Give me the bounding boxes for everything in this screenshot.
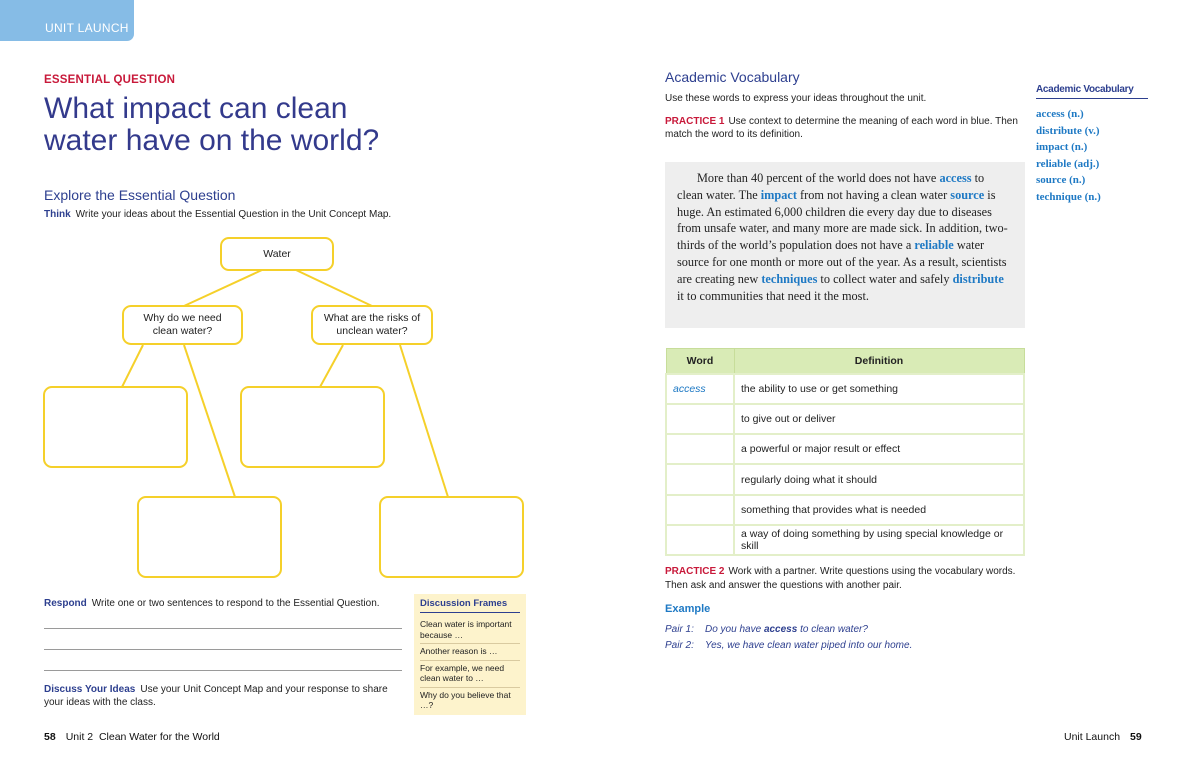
footer-left (44, 731, 220, 743)
table-row (666, 464, 1024, 494)
discussion-frame: Why do you believe that …? (420, 689, 511, 710)
sidebar-vocab-title: Academic Vocabulary (1036, 84, 1148, 99)
concept-map-root: Water (220, 237, 334, 271)
vocab-definition-table (665, 348, 1025, 556)
table-header-row (666, 349, 1024, 374)
concept-map-answer-box[interactable] (379, 496, 524, 578)
word-cell[interactable] (666, 525, 734, 555)
table-header-definition: Definition (734, 349, 1024, 374)
essential-question-title: What impact can clean water have on the world? (44, 92, 380, 157)
footer-right (1064, 731, 1152, 743)
concept-map-branch-left: Why do we need clean water? (122, 305, 243, 345)
example-speaker: Pair 1: (665, 624, 694, 635)
word-cell[interactable]: access (666, 374, 734, 404)
page-number-left: 58 (44, 731, 56, 743)
passage-text: More than 40 percent of the world does not have (697, 171, 940, 185)
academic-vocabulary-heading: Academic Vocabulary (665, 69, 800, 85)
concept-map-branch-right: What are the risks of unclean water? (311, 305, 433, 345)
discussion-frame: Another reason is … (420, 644, 520, 661)
concept-map-answer-box[interactable] (43, 386, 188, 468)
discussion-frames-title: Discussion Frames (420, 598, 520, 613)
definition-cell: a powerful or major result or effect (734, 434, 1024, 464)
unit-launch-tab: UNIT LAUNCH (0, 0, 134, 41)
definition-cell: something that provides what is needed (734, 495, 1024, 525)
sidebar-vocab-word: reliable (adj.) (1036, 157, 1100, 170)
definition-cell: the ability to use or get something (734, 374, 1024, 404)
passage-text: is huge. An estimated 6,000 children die every day due to diseases from unsafe water, and many more are made sick. In addition, two-thirds of the world’s population does not have a (677, 187, 1008, 253)
writing-line[interactable] (44, 649, 402, 650)
footer-left-text: Unit 2 Clean Water for the World (65, 731, 220, 743)
word-cell[interactable] (666, 434, 734, 464)
passage-text: to clean water. The (677, 171, 985, 202)
example-speaker: Pair 2: (665, 640, 694, 651)
vocab-word: reliable (914, 238, 954, 253)
table-row (666, 404, 1024, 434)
passage-text: it to communities that need it the most. (677, 288, 869, 303)
example-text: Do you have (705, 624, 764, 635)
connector-left-box1 (122, 345, 143, 387)
vocab-word: techniques (761, 271, 818, 286)
passage-text: water source for one month or more out of the year. As a result, scientists are creating new (677, 238, 1007, 286)
concept-map-answer-box[interactable] (137, 496, 282, 578)
respond-text: Write one or two sentences to respond to the Essential Question. (91, 598, 380, 609)
example-line-2 (665, 640, 912, 651)
footer-right-text: Unit Launch (1064, 731, 1121, 743)
vocab-word: impact (760, 187, 797, 202)
respond-label: Respond (44, 598, 87, 609)
vocab-word: access (939, 171, 972, 185)
vocab-intro: Use these words to express your ideas throughout the unit. (665, 93, 927, 104)
vocab-word: source (950, 187, 985, 202)
word-cell[interactable] (666, 464, 734, 494)
sidebar-vocab-word: source (n.) (1036, 174, 1086, 187)
table-header-word: Word (666, 349, 734, 374)
sidebar-vocab-word: technique (n.) (1036, 190, 1101, 203)
example-text: Yes, we have clean water piped into our home. (705, 640, 913, 651)
essential-question-label: ESSENTIAL QUESTION (44, 74, 176, 86)
sidebar-vocab-word: access (n.) (1036, 108, 1084, 120)
explore-heading: Explore the Essential Question (44, 187, 236, 203)
connector-root-right (296, 270, 372, 306)
practice1-text: Use context to determine the meaning of each word in blue. Then match the word to its definition. (665, 116, 1018, 140)
practice1-instruction (665, 115, 1025, 141)
example-line-1 (665, 624, 868, 635)
definition-cell: to give out or deliver (734, 404, 1024, 434)
practice1-label: PRACTICE 1 (665, 116, 725, 127)
example-text: to clean water? (797, 624, 868, 635)
practice2-label: PRACTICE 2 (665, 566, 725, 577)
sidebar-vocab-word: impact (n.) (1036, 141, 1088, 154)
example-label: Example (665, 603, 711, 615)
practice2-instruction (665, 565, 1030, 592)
passage-text: to collect water and safely (817, 271, 953, 286)
vocab-word: distribute (952, 271, 1004, 286)
word-cell[interactable] (666, 404, 734, 434)
discussion-frame: For example, we need clean water to … (420, 661, 520, 688)
table-row (666, 495, 1024, 525)
concept-map-answer-box[interactable] (240, 386, 385, 468)
table-row (666, 374, 1024, 404)
practice2-text: Work with a partner. Write questions using the vocabulary words. Then ask and answer the questions with another pair. (665, 566, 1016, 591)
connector-root-left (184, 270, 262, 306)
table-row (666, 434, 1024, 464)
definition-cell: regularly doing what it should (734, 464, 1024, 494)
sidebar-vocab-word: distribute (v.) (1036, 124, 1100, 137)
connector-left-box3 (184, 345, 235, 497)
connector-right-box2 (320, 345, 343, 387)
definition-cell: a way of doing something by using special knowledge or skill (734, 525, 1024, 555)
word-cell[interactable] (666, 495, 734, 525)
think-label: Think (44, 209, 71, 220)
sidebar-vocab-list (1036, 106, 1101, 206)
table-row (666, 525, 1024, 555)
think-text: Write your ideas about the Essential Question in the Unit Concept Map. (75, 209, 392, 220)
discuss-text: Use your Unit Concept Map and your response to share your ideas with the class. (44, 684, 388, 708)
passage-text: from not having a clean water (796, 187, 951, 202)
discussion-frames-box (414, 594, 526, 715)
respond-instruction (44, 598, 380, 609)
page-number-right: 59 (1130, 731, 1142, 743)
writing-line[interactable] (44, 628, 402, 629)
writing-line[interactable] (44, 670, 402, 671)
connector-right-box4 (400, 345, 448, 497)
example-bold: access (763, 624, 798, 635)
vocab-passage (665, 162, 1025, 328)
discuss-label: Discuss Your Ideas (44, 684, 136, 695)
discuss-instruction (44, 684, 406, 709)
discussion-frame: Clean water is important because … (420, 617, 520, 644)
